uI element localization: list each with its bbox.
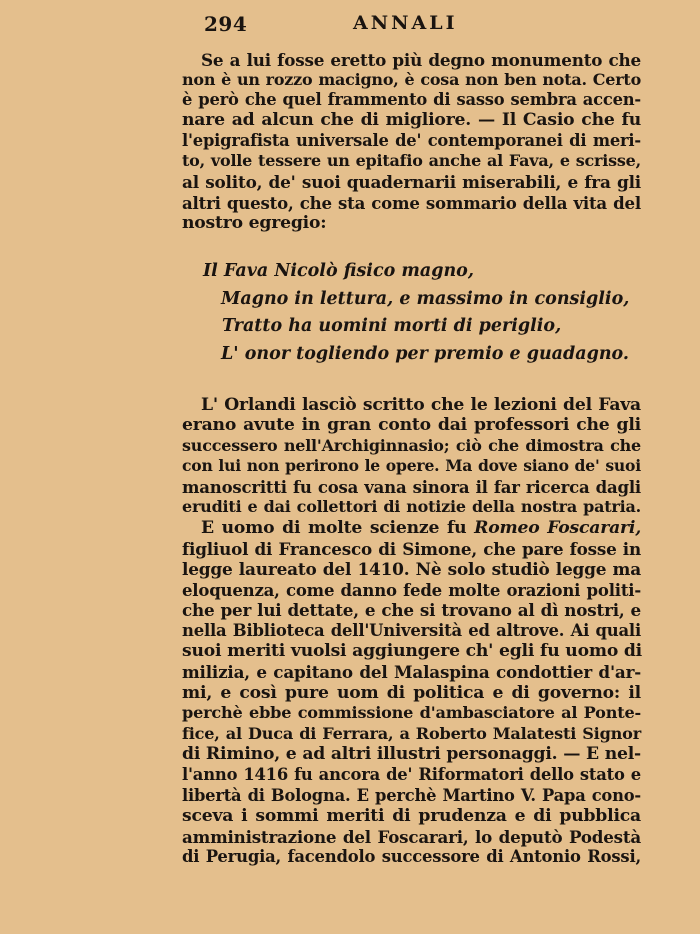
text-line: è però che quel frammento di sasso sembra accen- (182, 90, 641, 109)
text-line: suoi meriti vuolsi aggiungere ch' egli fu uomo di (182, 641, 643, 661)
person-name: Romeo Foscarari, (474, 518, 641, 538)
verse-line: Tratto ha uomini morti di periglio, (222, 316, 562, 336)
text-line: L' Orlandi lasciò scritto che le lezioni del Fava (201, 395, 641, 415)
page-header (0, 12, 700, 36)
verse-line: Il Fava Nicolò fisico magno, (203, 261, 474, 281)
text-line: nella Biblioteca dell'Università ed altrove. Ai quali (182, 621, 641, 640)
text-line: di Rimino, e ad altri illustri personaggi. — E nel- (182, 744, 641, 764)
verse-line: L' onor togliendo per premio e guadagno. (221, 344, 630, 364)
text-run: E uomo di molte scienze fu (201, 518, 475, 538)
text-line: l'epigrafista universale de' contemporanei di meri- (182, 131, 641, 150)
text-line: nostro egregio: (182, 213, 327, 233)
text-line: con lui non perirono le opere. Ma dove siano de' suoi (182, 456, 641, 475)
text-line: Se a lui fosse eretto più degno monumento che (201, 50, 641, 70)
text-line: amministrazione del Foscarari, lo deputò Podestà (182, 827, 641, 847)
text-line: manoscritti fu cosa vana sinora il far ricerca dagli (182, 477, 641, 497)
text-line: di Perugia, facendolo successore di Antonio Rossi, (182, 847, 641, 866)
text-line: legge laureato del 1410. Nè solo studiò legge ma (182, 559, 641, 579)
text-line: al solito, de' suoi quadernarii miserabili, e fra gli (182, 172, 641, 192)
text-line: altri questo, che sta come sommario della vita del (182, 193, 641, 213)
text-line: figliuol di Francesco di Simone, che pare fosse in (182, 539, 641, 559)
text-line: perchè ebbe commissione d'ambasciatore al Ponte- (182, 703, 641, 722)
text-line: nare ad alcun che di migliore. — Il Casio che fu (182, 110, 641, 130)
text-line: milizia, e capitano del Malaspina condottier d'ar- (182, 662, 641, 682)
text-line: sceva i sommi meriti di prudenza e di pubblica (182, 806, 641, 826)
text-line: to, volle tessere un epitafio anche al Fava, e scrisse, (182, 151, 641, 170)
text-line: libertà di Bologna. E perchè Martino V. Papa cono- (182, 786, 641, 805)
running-head: ANNALI (353, 12, 458, 34)
text-line (201, 518, 641, 538)
text-line: eruditi e dai collettori di notizie della nostra patria. (182, 497, 641, 516)
text-line: fice, al Duca di Ferrara, a Roberto Malatesti Signor (182, 724, 641, 743)
text-line: eloquenza, come danno fede molte orazioni politi- (182, 580, 641, 600)
text-line: mi, e così pure uom di politica e di governo: il (182, 683, 641, 703)
page-number: 294 (204, 12, 248, 36)
text-line: successero nell'Archiginnasio; ciò che dimostra che (182, 436, 641, 455)
text-line: non è un rozzo macigno, è cosa non ben nota. Certo (182, 70, 641, 89)
verse-line: Magno in lettura, e massimo in consiglio, (221, 289, 630, 309)
text-line: che per lui dettate, e che si trovano al dì nostri, e (182, 600, 641, 620)
text-line: erano avute in gran conto dai professori che gli (182, 415, 641, 435)
text-line: l'anno 1416 fu ancora de' Riformatori dello stato e (182, 765, 641, 784)
